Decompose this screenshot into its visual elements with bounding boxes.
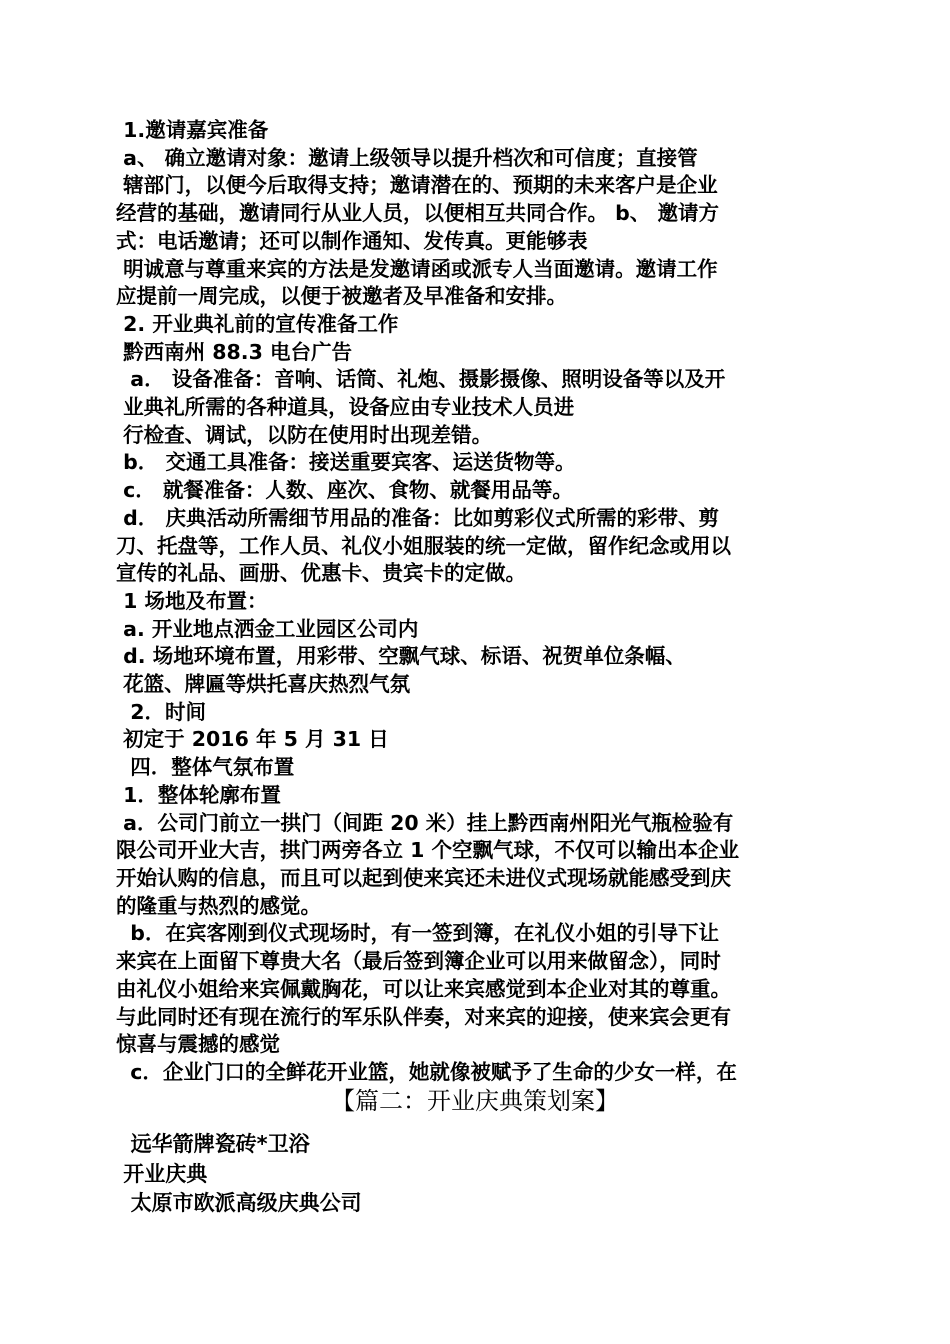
document-tail	[116, 1130, 846, 1219]
text-line: 1．整体轮廓布置	[116, 782, 281, 807]
text-line: b．在宾客刚到仪式现场时，有一签到簿，在礼仪小姐的引导下让	[116, 921, 719, 946]
text-line: 宣传的礼品、画册、优惠卡、贵宾卡的定做。	[116, 561, 526, 586]
text-line: 花篮、牌匾等烘托喜庆热烈气氛	[116, 672, 411, 697]
text-line: 辖部门，以便今后取得支持；邀请潜在的、预期的未来客户是企业	[116, 173, 718, 198]
text-line: d. 场地环境布置，用彩带、空飘气球、标语、祝贺单位条幅、	[116, 644, 686, 669]
text-line: 的隆重与热烈的感觉。	[116, 893, 321, 918]
text-line: 1.邀请嘉宾准备	[116, 118, 269, 142]
text-line: d． 庆典活动所需细节用品的准备：比如剪彩仪式所需的彩带、剪	[116, 505, 719, 530]
text-line: 经营的基础，邀请同行从业人员，以便相互共同合作。 b、 邀请方	[116, 201, 719, 226]
text-line: 初定于 2016 年 5 月 31 日	[116, 727, 389, 752]
text-line: 式：电话邀请；还可以制作通知、发传真。更能够表	[116, 228, 588, 253]
text-line: 1 场地及布置：	[116, 588, 268, 613]
text-line: 太原市欧派高级庆典公司	[116, 1191, 362, 1215]
text-line: 来宾在上面留下尊贵大名（最后签到簿企业可以用来做留念），同时	[116, 949, 721, 974]
text-line: a． 设备准备：音响、话筒、礼炮、摄影摄像、照明设备等以及开	[116, 367, 726, 392]
text-line: 业典礼所需的各种道具，设备应由专业技术人员进	[116, 395, 575, 420]
text-line: 与此同时还有现在流行的军乐队伴奏，对来宾的迎接，使来宾会更有	[116, 1004, 731, 1029]
text-line: 2．时间	[116, 699, 207, 724]
text-line: 限公司开业大吉，拱门两旁各立 1 个空飘气球，不仅可以输出本企业	[116, 838, 740, 863]
text-line: 黔西南州 88.3 电台广告	[116, 339, 352, 364]
text-line: a、 确立邀请对象：邀请上级领导以提升档次和可信度；直接管	[116, 145, 698, 170]
text-line: 开始认购的信息，而且可以起到使来宾还未进仪式现场就能感受到庆	[116, 865, 731, 890]
text-line: 远华箭牌瓷砖*卫浴	[116, 1132, 310, 1156]
text-line: 四．整体气氛布置	[116, 755, 295, 780]
text-line: 明诚意与尊重来宾的方法是发邀请函或派专人当面邀请。邀请工作	[116, 256, 718, 281]
text-line: b． 交通工具准备：接送重要宾客、运送货物等。	[116, 450, 576, 475]
text-line: 开业庆典	[116, 1161, 208, 1186]
document-body	[116, 117, 846, 1087]
text-line: a. 开业地点洒金工业园区公司内	[116, 616, 419, 641]
text-line: 行检查、调试，以防在使用时出现差错。	[116, 422, 493, 447]
text-line: 刀、托盘等，工作人员、礼仪小姐服装的统一定做，留作纪念或用以	[116, 533, 731, 558]
text-line: 应提前一周完成，以便于被邀者及早准备和安排。	[116, 284, 567, 309]
text-line: c．企业门口的全鲜花开业篮，她就像被赋予了生命的少女一样，在	[116, 1059, 737, 1084]
text-line: 惊喜与震撼的感觉	[116, 1032, 280, 1057]
text-line: 由礼仪小姐给来宾佩戴胸花，可以让来宾感觉到本企业对其的尊重。	[116, 976, 731, 1001]
text-line: a．公司门前立一拱门（间距 20 米）挂上黔西南州阳光气瓶检验有	[116, 810, 734, 835]
text-line: 2. 开业典礼前的宣传准备工作	[116, 311, 399, 336]
text-line: c． 就餐准备：人数、座次、食物、就餐用品等。	[116, 478, 573, 503]
section-title: 【篇二：开业庆典策划案】	[331, 1087, 619, 1115]
